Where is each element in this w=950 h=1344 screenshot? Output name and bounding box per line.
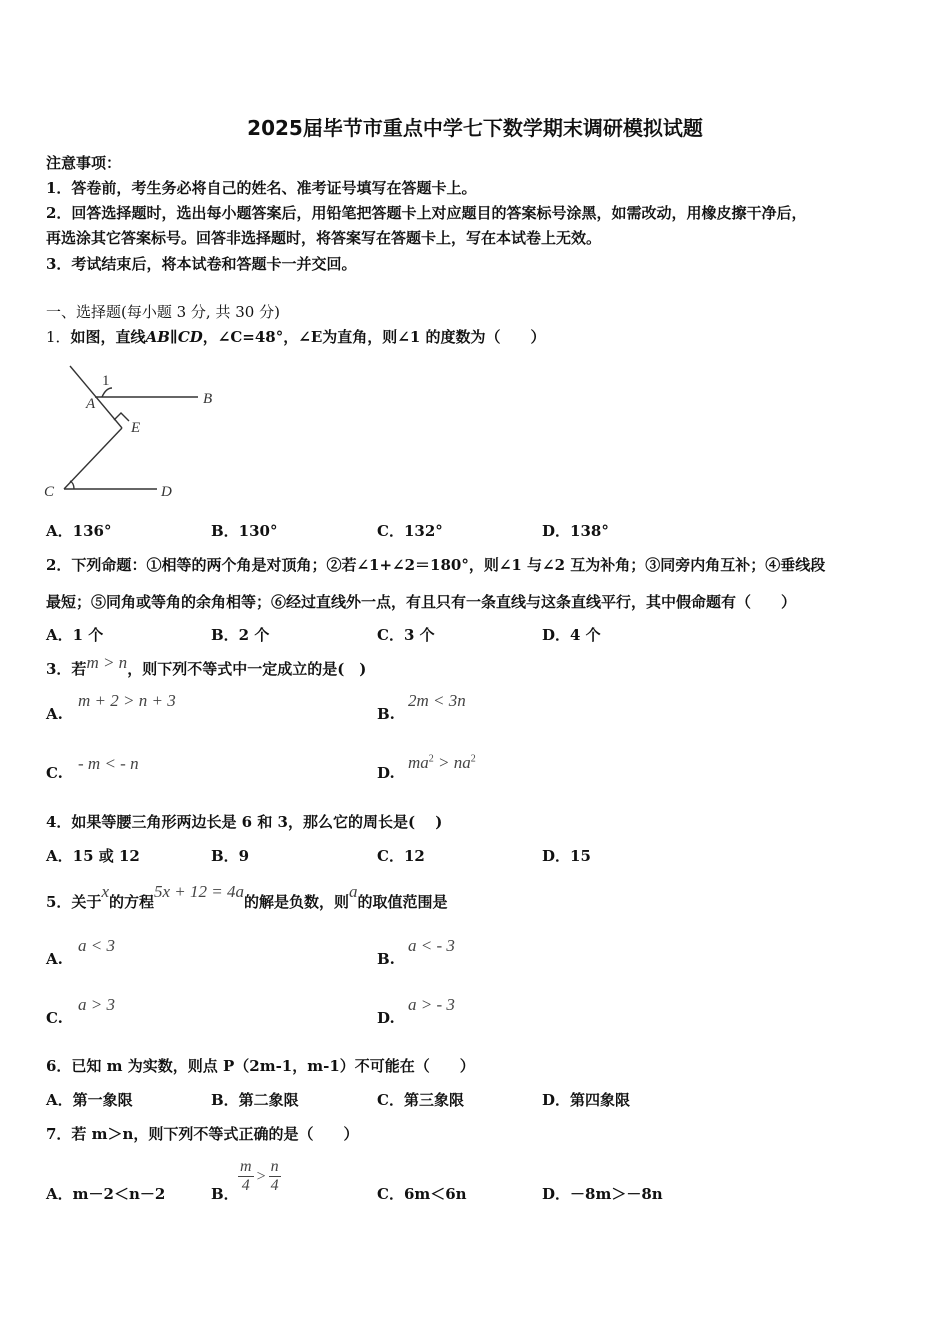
label-1: 1	[102, 373, 110, 389]
q5-option-a[interactable]: A.	[46, 950, 63, 968]
notice-item-2-cont: 再选涂其它答案标号。回答非选择题时，将答案写在答题卡上，写在本试卷上无效。	[46, 229, 602, 247]
question-7: 7．若 m＞n，则下列不等式正确的是（ ）	[46, 1125, 359, 1143]
q2-option-d[interactable]: D．4 个	[542, 626, 601, 644]
q4-option-a[interactable]: A．15 或 12	[46, 847, 140, 865]
q1-option-d[interactable]: D．138°	[542, 522, 609, 540]
q2-option-c[interactable]: C．3 个	[377, 626, 435, 644]
page-title: 2025届毕节市重点中学七下数学期末调研模拟试题	[247, 116, 703, 140]
q5-equation: 5x + 12 = 4a	[154, 882, 244, 901]
label-c: C	[44, 484, 55, 500]
q7-option-d[interactable]: D．－8m＞－8n	[542, 1185, 663, 1203]
right-angle-mark	[114, 413, 129, 421]
q5-option-a-expr: a < 3	[78, 936, 115, 955]
question-1: 1．如图，直线AB∥CD，∠C=48°，∠E为直角，则∠1 的度数为（ ）	[46, 328, 546, 346]
notice-item-2: 2．回答选择题时，选出每小题答案后，用铅笔把答题卡上对应题目的答案标号涂黑，如需改动，用橡皮擦干净后，	[46, 204, 807, 222]
fraction-m-over-4: $\frac{m}{4}$	[240, 1158, 252, 1194]
question-2-line-2: 最短；⑤同角或等角的余角相等；⑥经过直线外一点，有且只有一条直线与这条直线平行，其中假命题有（ ）	[46, 593, 797, 611]
q4-option-b[interactable]: B．9	[211, 847, 250, 865]
q3-option-a-expr: m + 2 > n + 3	[78, 691, 176, 710]
q3-option-b-expr: 2m < 3n	[408, 691, 466, 710]
notice-item-3: 3．考试结束后，将本试卷和答题卡一并交回。	[46, 255, 357, 273]
q3-option-c-expr: - m < - n	[78, 754, 139, 773]
question-5: 5．关于x的方程5x + 12 = 4a的解是负数，则a的取值范围是	[46, 882, 448, 911]
question-number: 1．	[46, 328, 71, 346]
q6-option-c[interactable]: C．第三象限	[377, 1091, 464, 1109]
label-a: A	[86, 396, 96, 412]
q3-option-a[interactable]: A.	[46, 705, 63, 723]
angle-1-arc	[102, 388, 112, 397]
q3-option-d[interactable]: D.	[377, 764, 395, 782]
label-b: B	[203, 391, 213, 407]
q3-condition: m > n	[86, 653, 128, 672]
fraction-n-over-4: $\frac{n}{4}$	[270, 1158, 279, 1194]
q4-option-d[interactable]: D．15	[542, 847, 591, 865]
q2-option-a[interactable]: A．1 个	[46, 626, 104, 644]
line-ec	[64, 428, 122, 489]
q6-option-b[interactable]: B．第二象限	[211, 1091, 299, 1109]
section-heading: 一、选择题(每小题 3 分, 共 30 分)	[46, 303, 280, 321]
q1-option-b[interactable]: B．130°	[211, 522, 278, 540]
question-3: 3．若m > n，则下列不等式中一定成立的是( )	[46, 653, 367, 678]
q1-option-a[interactable]: A．136°	[46, 522, 112, 540]
q7-option-b[interactable]: B．	[211, 1185, 239, 1203]
q6-option-d[interactable]: D．第四象限	[542, 1091, 631, 1109]
question-2-line-1: 2．下列命题：①相等的两个角是对顶角；②若∠1+∠2＝180°，则∠1 与∠2 互为补角；③同旁内角互补；④垂线段	[46, 556, 826, 574]
q4-option-c[interactable]: C．12	[377, 847, 425, 865]
notice-item-1: 1．答卷前，考生务必将自己的姓名、准考证号填写在答题卡上。	[46, 179, 477, 197]
q3-option-d-expr: $ma^2 > na^2$	[408, 753, 476, 772]
q3-option-c[interactable]: C.	[46, 764, 63, 782]
q5-option-b-expr: a < - 3	[408, 936, 455, 955]
q5-option-b[interactable]: B.	[377, 950, 395, 968]
question-6: 6．已知 m 为实数，则点 P（2m-1，m-1）不可能在（ ）	[46, 1057, 475, 1075]
q7-option-b-expr: $\frac{m}{4}$ > $\frac{n}{4}$	[240, 1158, 279, 1194]
q5-option-c-expr: a > 3	[78, 995, 115, 1014]
q5-option-c[interactable]: C.	[46, 1009, 63, 1027]
label-d: D	[161, 484, 172, 500]
q6-option-a[interactable]: A．第一象限	[46, 1091, 133, 1109]
q5-option-d[interactable]: D.	[377, 1009, 395, 1027]
q5-option-d-expr: a > - 3	[408, 995, 455, 1014]
q3-option-b[interactable]: B.	[377, 705, 395, 723]
q1-geometry-figure	[40, 358, 230, 508]
label-e: E	[131, 420, 141, 436]
q2-option-b[interactable]: B．2 个	[211, 626, 270, 644]
q1-option-c[interactable]: C．132°	[377, 522, 443, 540]
question-4: 4．如果等腰三角形两边长是 6 和 3，那么它的周长是( )	[46, 813, 443, 831]
notice-heading: 注意事项：	[46, 154, 122, 172]
q7-option-a[interactable]: A．m－2＜n－2	[46, 1185, 166, 1203]
q7-option-c[interactable]: C．6m＜6n	[377, 1185, 467, 1203]
